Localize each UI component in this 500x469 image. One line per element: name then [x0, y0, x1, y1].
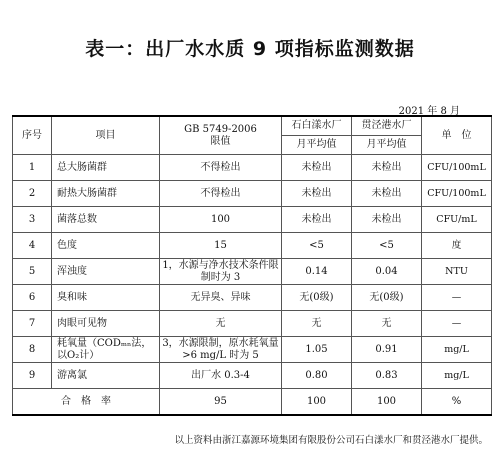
table-row: [13, 285, 492, 311]
row-plant2-value: <5: [352, 233, 422, 259]
col-header-plant2: 贯泾港水厂: [352, 116, 422, 136]
row-unit: NTU: [422, 259, 492, 285]
row-limit: 不得检出: [160, 181, 282, 207]
row-plant1-value: 未检出: [282, 207, 352, 233]
row-unit: mg/L: [422, 337, 492, 363]
row-number: 4: [13, 233, 52, 259]
row-plant1-value: <5: [282, 233, 352, 259]
row-item: 菌落总数: [52, 207, 160, 233]
pass-rate-row: [13, 389, 492, 416]
row-plant2-value: 0.83: [352, 363, 422, 389]
row-number: 6: [13, 285, 52, 311]
col-header-monthly1: 月平均值: [282, 136, 352, 155]
table-row: [13, 155, 492, 181]
row-number: 8: [13, 337, 52, 363]
row-plant1-value: 无(0级): [282, 285, 352, 311]
water-quality-table: [12, 115, 492, 416]
row-unit: mg/L: [422, 363, 492, 389]
row-limit: 15: [160, 233, 282, 259]
header-row: [13, 116, 492, 136]
row-item: 游离氯: [52, 363, 160, 389]
row-plant1-value: 0.80: [282, 363, 352, 389]
row-number: 7: [13, 311, 52, 337]
row-item: 臭和味: [52, 285, 160, 311]
row-number: 2: [13, 181, 52, 207]
row-limit: 不得检出: [160, 155, 282, 181]
row-plant1-value: 1.05: [282, 337, 352, 363]
row-limit: 出厂水 0.3-4: [160, 363, 282, 389]
col-header-item: 项目: [52, 116, 160, 155]
pass-rate-unit: %: [422, 389, 492, 416]
row-number: 3: [13, 207, 52, 233]
std-line-2: 限值: [210, 135, 231, 147]
row-plant2-value: 未检出: [352, 181, 422, 207]
table-row: [13, 207, 492, 233]
pass-rate-plant2: 100: [352, 389, 422, 416]
row-plant1-value: 未检出: [282, 155, 352, 181]
row-plant1-value: 0.14: [282, 259, 352, 285]
table-row: [13, 259, 492, 285]
row-item: 浑浊度: [52, 259, 160, 285]
table-row: [13, 181, 492, 207]
std-line-1: GB 5749-2006: [184, 123, 257, 135]
table-row: [13, 233, 492, 259]
row-item: 色度: [52, 233, 160, 259]
row-limit: 3，水源限制，原水耗氧量>6 mg/L 时为 5: [160, 337, 282, 363]
row-plant2-value: 未检出: [352, 207, 422, 233]
row-unit: CFU/100mL: [422, 155, 492, 181]
row-plant2-value: 0.04: [352, 259, 422, 285]
row-number: 1: [13, 155, 52, 181]
source-note: 以上资料由浙江嘉源环境集团有限股份公司石白漾水厂和贯泾港水厂提供。: [174, 435, 488, 446]
row-item: 肉眼可见物: [52, 311, 160, 337]
table-row: [13, 337, 492, 363]
table-row: [13, 363, 492, 389]
row-unit: —: [422, 285, 492, 311]
col-header-plant1: 石白漾水厂: [282, 116, 352, 136]
row-unit: 度: [422, 233, 492, 259]
col-header-no: 序号: [13, 116, 52, 155]
row-plant2-value: 无(0级): [352, 285, 422, 311]
pass-rate-label: 合 格 率: [13, 389, 160, 416]
report-date: 2021 年 8 月: [398, 106, 460, 117]
row-plant1-value: 未检出: [282, 181, 352, 207]
row-unit: —: [422, 311, 492, 337]
row-plant2-value: 未检出: [352, 155, 422, 181]
row-number: 9: [13, 363, 52, 389]
pass-rate-plant1: 100: [282, 389, 352, 416]
row-limit: 100: [160, 207, 282, 233]
table-title: 表一：出厂水水质 9 项指标监测数据: [85, 38, 415, 60]
row-plant2-value: 无: [352, 311, 422, 337]
col-header-monthly2: 月平均值: [352, 136, 422, 155]
row-item: 总大肠菌群: [52, 155, 160, 181]
col-header-unit: 单 位: [422, 116, 492, 155]
row-limit: 无异臭、异味: [160, 285, 282, 311]
row-plant1-value: 无: [282, 311, 352, 337]
row-item: 耐热大肠菌群: [52, 181, 160, 207]
row-number: 5: [13, 259, 52, 285]
row-limit: 1，水源与净水技术条件限制时为 3: [160, 259, 282, 285]
col-header-standard: [160, 116, 282, 155]
row-item: 耗氧量（CODₘₙ法，以O₂计）: [52, 337, 160, 363]
pass-rate-limit: 95: [160, 389, 282, 416]
row-unit: CFU/100mL: [422, 181, 492, 207]
row-limit: 无: [160, 311, 282, 337]
table-row: [13, 311, 492, 337]
row-plant2-value: 0.91: [352, 337, 422, 363]
row-unit: CFU/mL: [422, 207, 492, 233]
